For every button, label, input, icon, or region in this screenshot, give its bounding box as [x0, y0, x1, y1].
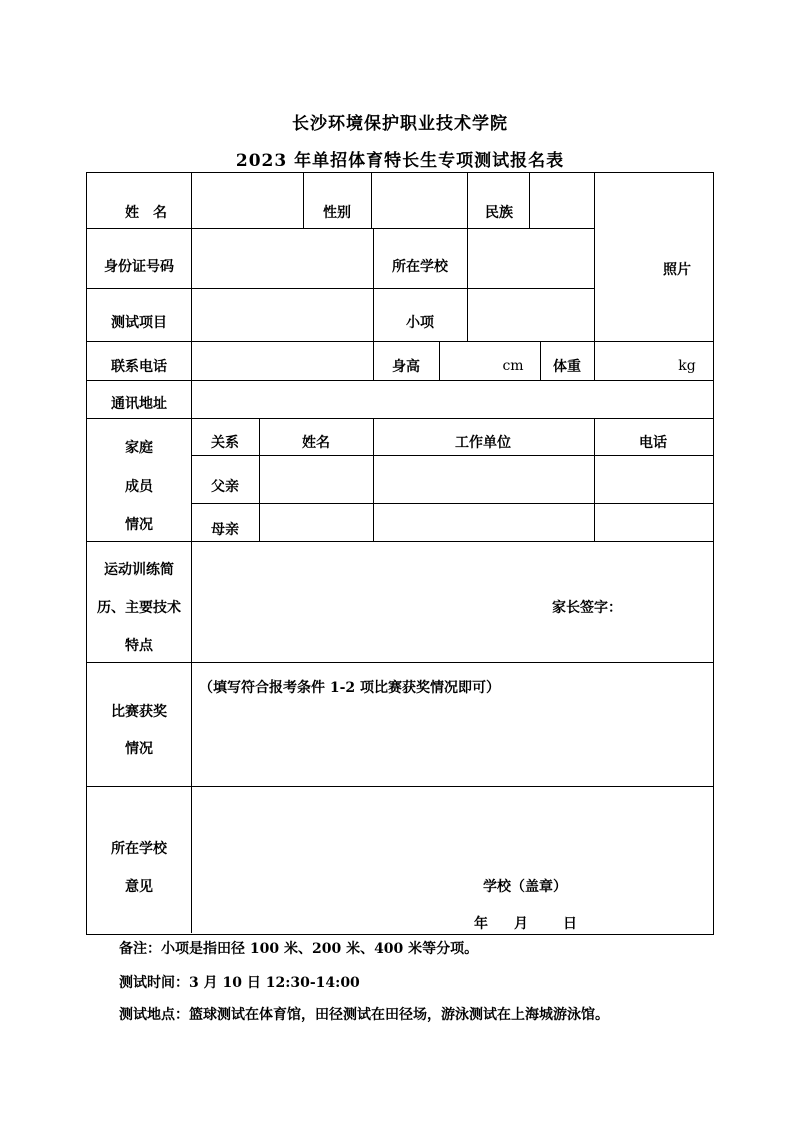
- photo-label: 照片: [663, 262, 691, 278]
- remark-note: 备注：小项是指田径 100 米、200 米、400 米等分项。: [119, 941, 479, 957]
- awards-label-2: 情况: [125, 741, 153, 757]
- col-phone-header: 电话: [639, 435, 667, 451]
- row-divider: [191, 503, 713, 504]
- date-day: 日: [563, 916, 577, 932]
- weight-label: 体重: [553, 359, 581, 375]
- title-form: 2023 年单招体育特长生专项测试报名表: [235, 151, 565, 171]
- parent-signature-label: 家长签字：: [552, 600, 622, 616]
- address-label: 通讯地址: [111, 396, 167, 412]
- date-year: 年: [474, 916, 488, 932]
- col-divider: [303, 173, 304, 228]
- col-divider: [540, 341, 541, 380]
- opinion-label-1: 所在学校: [111, 841, 167, 857]
- height-label: 身高: [392, 359, 420, 375]
- mother-label: 母亲: [211, 522, 239, 538]
- col-divider: [467, 228, 468, 341]
- family-label-2: 成员: [125, 479, 153, 495]
- photo-divider: [594, 173, 595, 341]
- row-divider: [87, 341, 713, 342]
- col-relation-header: 关系: [211, 435, 239, 451]
- phone-label: 联系电话: [111, 359, 167, 375]
- sub-item-label: 小项: [406, 315, 434, 331]
- col-divider: [259, 418, 260, 541]
- weight-unit: kg: [678, 358, 696, 374]
- col-divider: [371, 173, 372, 228]
- awards-label-1: 比赛获奖: [111, 704, 167, 720]
- row-divider: [87, 786, 713, 787]
- row-divider: [87, 541, 713, 542]
- col-divider: [467, 173, 468, 228]
- col-work-header: 工作单位: [455, 435, 511, 451]
- school-label: 所在学校: [392, 259, 448, 275]
- col-name-header: 姓名: [302, 435, 330, 451]
- training-label-1: 运动训练简: [104, 562, 174, 578]
- name-label: 姓 名: [125, 205, 167, 221]
- gender-label: 性别: [323, 205, 351, 221]
- col-divider: [594, 341, 595, 380]
- row-divider: [87, 418, 713, 419]
- family-label-1: 家庭: [125, 440, 153, 456]
- row-divider: [87, 288, 595, 289]
- row-divider: [87, 662, 713, 663]
- school-stamp-label: 学校（盖章）: [483, 879, 567, 895]
- father-label: 父亲: [211, 479, 239, 495]
- col-divider: [373, 341, 374, 380]
- test-item-label: 测试项目: [111, 315, 167, 331]
- training-label-3: 特点: [125, 638, 153, 654]
- label-column-divider: [191, 173, 192, 933]
- date-month: 月: [514, 916, 528, 932]
- col-divider: [529, 173, 530, 228]
- training-label-2: 历、主要技术: [97, 600, 181, 616]
- title-school: 长沙环境保护职业技术学院: [292, 114, 508, 134]
- test-time-note: 测试时间：3 月 10 日 12:30-14:00: [119, 975, 360, 991]
- test-location-note: 测试地点：篮球测试在体育馆，田径测试在田径场，游泳测试在上海城游泳馆。: [119, 1007, 609, 1023]
- col-divider: [373, 228, 374, 341]
- row-divider: [87, 228, 595, 229]
- row-divider: [191, 455, 713, 456]
- awards-hint: （填写符合报考条件 1-2 项比赛获奖情况即可）: [199, 680, 501, 696]
- family-label-3: 情况: [125, 517, 153, 533]
- row-divider: [87, 380, 713, 381]
- col-divider: [439, 341, 440, 380]
- registration-form: [86, 172, 714, 935]
- opinion-label-2: 意见: [125, 879, 153, 895]
- col-divider: [373, 418, 374, 541]
- col-divider: [594, 418, 595, 541]
- id-number-label: 身份证号码: [104, 259, 174, 275]
- height-unit: cm: [502, 358, 524, 374]
- ethnicity-label: 民族: [485, 205, 513, 221]
